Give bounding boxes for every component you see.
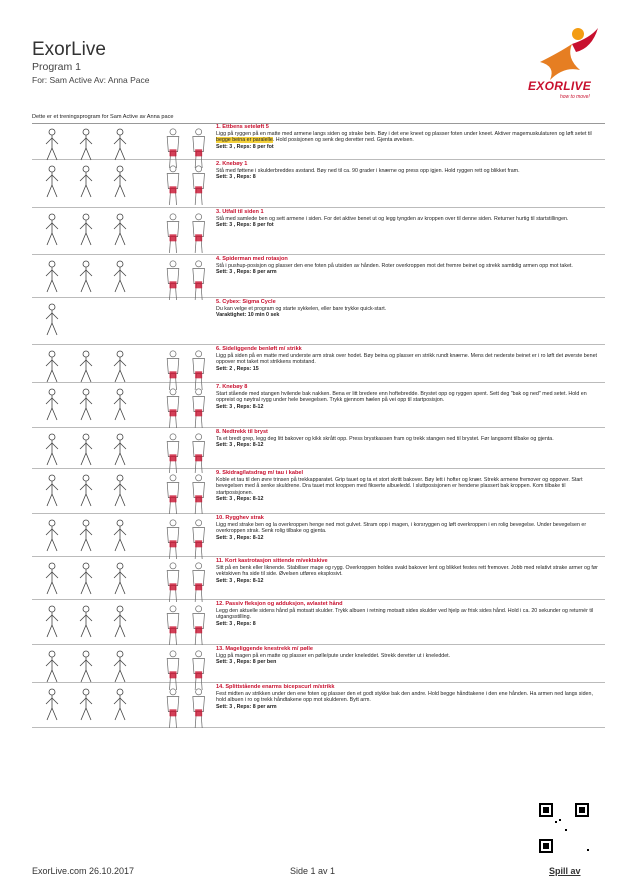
muscle-map-icon bbox=[166, 163, 208, 210]
exercise-name: 3. Utfall til siden 1 bbox=[216, 209, 264, 215]
exercise-description-text: Ligg på magen på en matte og plasser en pølle/pute under kneleddet. Strekk deretter ut i kneleddet. bbox=[216, 652, 451, 659]
exercise-sets: Sett: 3 , Reps: 8-12 bbox=[216, 496, 264, 503]
play-link[interactable]: Spill av bbox=[549, 866, 581, 876]
exercise-name: 7. Knebøy 8 bbox=[216, 384, 248, 390]
muscle-map-icon bbox=[166, 301, 208, 348]
exercise-row bbox=[32, 514, 605, 557]
logo-wordmark: EXORLIVE bbox=[528, 79, 592, 93]
muscle-map-icon bbox=[166, 472, 208, 519]
exercise-description-text: Stå med samlede ben og sett armene i siden. For det aktive benet ut og legg tyngden av kroppen over til denne siden. Returner hurtig til startstillingen. bbox=[216, 215, 569, 222]
exercise-name: 2. Knebøy 1 bbox=[216, 161, 248, 167]
exercise-description bbox=[216, 353, 603, 366]
exercise-description-text: Du kan velge et program og starte sykkelen, eller bare trykke quick-start. bbox=[216, 305, 387, 312]
exercise-name: 1. Ettbens seteløft 5 bbox=[216, 124, 269, 130]
exercise-sets: Sett: 3 , Reps: 8 bbox=[216, 174, 256, 181]
exercise-illustration-icon bbox=[34, 603, 174, 643]
exercise-description bbox=[216, 306, 603, 313]
exercise-list bbox=[32, 123, 605, 728]
exercise-sets: Sett: 3 , Reps: 8-12 bbox=[216, 534, 264, 541]
exercise-illustration-icon bbox=[34, 348, 174, 388]
exercise-sets: Sett: 2 , Reps: 15 bbox=[216, 365, 259, 372]
exercise-description-text: Ligg med strake ben og la overkroppen henge ned mot gulvet. Stram opp i magen, i korsryggen og løft overkroppen i en rolig bevegelse. Under bevegelsen er overkroppen strak. Senk rolig tilbake og gjenta. bbox=[216, 521, 587, 535]
exercise-name: 13. Mageliggende knestrekk m/ pølle bbox=[216, 646, 313, 652]
exercise-name: 5. Cybex: Sigma Cycle bbox=[216, 299, 276, 305]
exercise-description bbox=[216, 653, 603, 660]
exercise-description-text: Ta et bredt grep, legg deg litt bakover og kikk skrått opp. Press brystkassen fram og trekk stangen ned til brystet. Før langsomt tilbake og gjenta. bbox=[216, 435, 554, 442]
exercise-illustration-icon bbox=[34, 648, 174, 688]
exercise-description bbox=[216, 263, 603, 270]
exercise-description bbox=[216, 565, 603, 578]
exercise-row bbox=[32, 255, 605, 298]
exercise-description-text: Sitt på en benk eller liknende. Stabiliser mage og rygg. Overkroppen holdes svakt bakover lent og blikket festes rett fremover. Jobb med relativt strake armer og før vektskiven fra side til side. Øvelsen utføres eksplosivt. bbox=[216, 564, 598, 578]
exercise-row bbox=[32, 600, 605, 645]
footer-site-date: ExorLive.com 26.10.2017 bbox=[32, 866, 135, 876]
exercise-description bbox=[216, 522, 603, 535]
exercise-description-text: Start stående med stangen hvilende bak nakken. Bena er litt bredere enn hoftebredde. Brystet opp og ryggen spent. Sett deg "bak og ned" med setet. Hold en oppreist og nøytral rygg under hele bevegelsen. Trykk gjennom hælen på vei opp til startposisjon. bbox=[216, 390, 587, 404]
exercise-description-text: Ligg på ryggen på en matte med armene langs siden og strake bein. Bøy i det ene kneet og plasser foten under kneet. Aktiver magemuskulaturen og løft setet til bbox=[216, 130, 592, 137]
exercise-sets: Sett: 3 , Reps: 8 bbox=[216, 620, 256, 627]
exercise-illustration-icon bbox=[34, 211, 174, 251]
exercise-row bbox=[32, 469, 605, 514]
exercise-description bbox=[216, 691, 603, 704]
exercise-description-text: Ligg på siden på en matte med underste arm strak over hodet. Bøy beina og plasser en strikk rundt knærne. Mens det nederste beinet er i ro løft det øverste benet oppover mot taket mot strikkens motstand. bbox=[216, 352, 597, 366]
exercise-sets: Sett: 3 , Reps: 8 per fot bbox=[216, 143, 274, 150]
exercise-name: 11. Kort kastrotasjon sittende m/vektskive bbox=[216, 558, 328, 564]
exercise-row bbox=[32, 208, 605, 255]
program-intro: Dette er et treningsprogram for Sam Active av Anna pace bbox=[32, 113, 605, 124]
exercise-illustration-icon bbox=[34, 472, 174, 512]
highlighted-text: begge beina er paralelle bbox=[216, 137, 273, 144]
exercise-illustration-icon bbox=[34, 258, 174, 298]
exercise-name: 8. Nedtrekk til bryst bbox=[216, 429, 268, 435]
exercise-sets: Sett: 3 , Reps: 8 per arm bbox=[216, 703, 277, 710]
exercise-row bbox=[32, 345, 605, 383]
exercise-illustration-icon bbox=[34, 431, 174, 471]
muscle-map-icon bbox=[166, 686, 208, 733]
exercise-name: 14. Splittstående enarms bicepscurl m/strikk bbox=[216, 684, 335, 690]
exercise-sets: Sett: 3 , Reps: 8-12 bbox=[216, 577, 264, 584]
exercise-sets: Varaktighet: 10 min 0 sek bbox=[216, 312, 280, 319]
exercise-row bbox=[32, 557, 605, 600]
exercise-name: 6. Sideliggende benløft m/ strikk bbox=[216, 346, 302, 352]
exercise-name: 9. Skidrag/latsdrag m/ tau i kabel bbox=[216, 470, 304, 476]
muscle-map-icon bbox=[166, 603, 208, 650]
footer-page-number: Side 1 av 1 bbox=[290, 866, 336, 876]
exercise-name: 12. Passiv fleksjon og adduksjon, avlastet hånd bbox=[216, 601, 343, 607]
exercise-illustration-icon bbox=[34, 686, 174, 726]
muscle-map-icon bbox=[166, 386, 208, 433]
exercise-row bbox=[32, 383, 605, 428]
exercise-sets: Sett: 3 , Reps: 8 per arm bbox=[216, 269, 277, 276]
exercise-row bbox=[32, 428, 605, 469]
exercise-row bbox=[32, 683, 605, 728]
exercise-description-text: Stå med føttene i skulderbreddes avstand. Bøy ned til ca. 90 grader i knærne og press opp igjen. Hold ryggen rett og blikket fram. bbox=[216, 167, 520, 174]
exercise-illustration-icon bbox=[34, 517, 174, 557]
exercise-row bbox=[32, 123, 605, 160]
page-title: ExorLive bbox=[32, 39, 106, 60]
exercise-description-text: Legg den aktuelle sidens hånd på motsatt skulder. Trykk albuen i retning motsatt sides skulder ved hjelp av frisk sides hånd. Hold i ca. 20 sekunder og returnér til utgangsstilling. bbox=[216, 607, 594, 621]
muscle-map-icon bbox=[166, 211, 208, 258]
exercise-name: 4. Spiderman med rotasjon bbox=[216, 256, 288, 262]
exercise-row bbox=[32, 298, 605, 345]
program-for-line: For: Sam Active Av: Anna Pace bbox=[32, 75, 150, 85]
program-name: Program 1 bbox=[32, 61, 82, 73]
exercise-description-text: Stå i pushup-posisjon og plasser den ene foten på utsiden av hånden. Roter overkroppen mot det fremre beinet og strekk samtidig armen opp mot taket. bbox=[216, 262, 573, 269]
exercise-description bbox=[216, 131, 603, 144]
exercise-name: 10. Rygghev strak bbox=[216, 515, 264, 521]
exercise-description bbox=[216, 477, 603, 497]
exercise-description-text: . Hold posisjonen og senk deg deretter ned. Gjenta øvelsen. bbox=[272, 137, 414, 144]
exercise-description-text: Fest midten av strikken under den ene foten og plasser den et godt stykke bak den andre. Hold begge håndtakene i den ene hånden. Ha armen ned langs siden, hold albuen i ro og trekk håndtakene opp mot skulderen. Bytt arm. bbox=[216, 690, 593, 704]
exercise-description bbox=[216, 168, 603, 175]
exercise-row bbox=[32, 645, 605, 683]
qr-code-icon[interactable] bbox=[539, 803, 589, 853]
exercise-row bbox=[32, 160, 605, 208]
exercise-sets: Sett: 3 , Reps: 8-12 bbox=[216, 403, 264, 410]
exercise-sets: Sett: 3 , Reps: 8 per ben bbox=[216, 659, 277, 666]
exercise-description bbox=[216, 391, 603, 404]
exercise-description-text: Koble et tau til den øvre trinsen på trekkapparatet. Grip tauet og ta et stort skritt bakover. Bøy lett i hofter og knær. Strekk armene fremover og oppover. Start bevegelsen med å senke skuldrene. Dra tauet mot kroppen med fikserte albueledd. I sluttposisjonen er hendene plassert bak kroppen. Kom tilbake til startposisjonen. bbox=[216, 476, 583, 496]
exercise-sets: Sett: 3 , Reps: 8 per fot bbox=[216, 222, 274, 229]
exercise-description bbox=[216, 608, 603, 621]
exercise-illustration-icon bbox=[34, 163, 174, 203]
exercise-illustration-icon bbox=[34, 386, 174, 426]
exercise-description bbox=[216, 216, 603, 223]
exercise-illustration-icon bbox=[34, 301, 174, 341]
exercise-illustration-icon bbox=[34, 560, 174, 600]
exercise-sets: Sett: 3 , Reps: 8-12 bbox=[216, 442, 264, 449]
logo-tagline: how to move! bbox=[560, 94, 590, 100]
exercise-description bbox=[216, 436, 603, 443]
